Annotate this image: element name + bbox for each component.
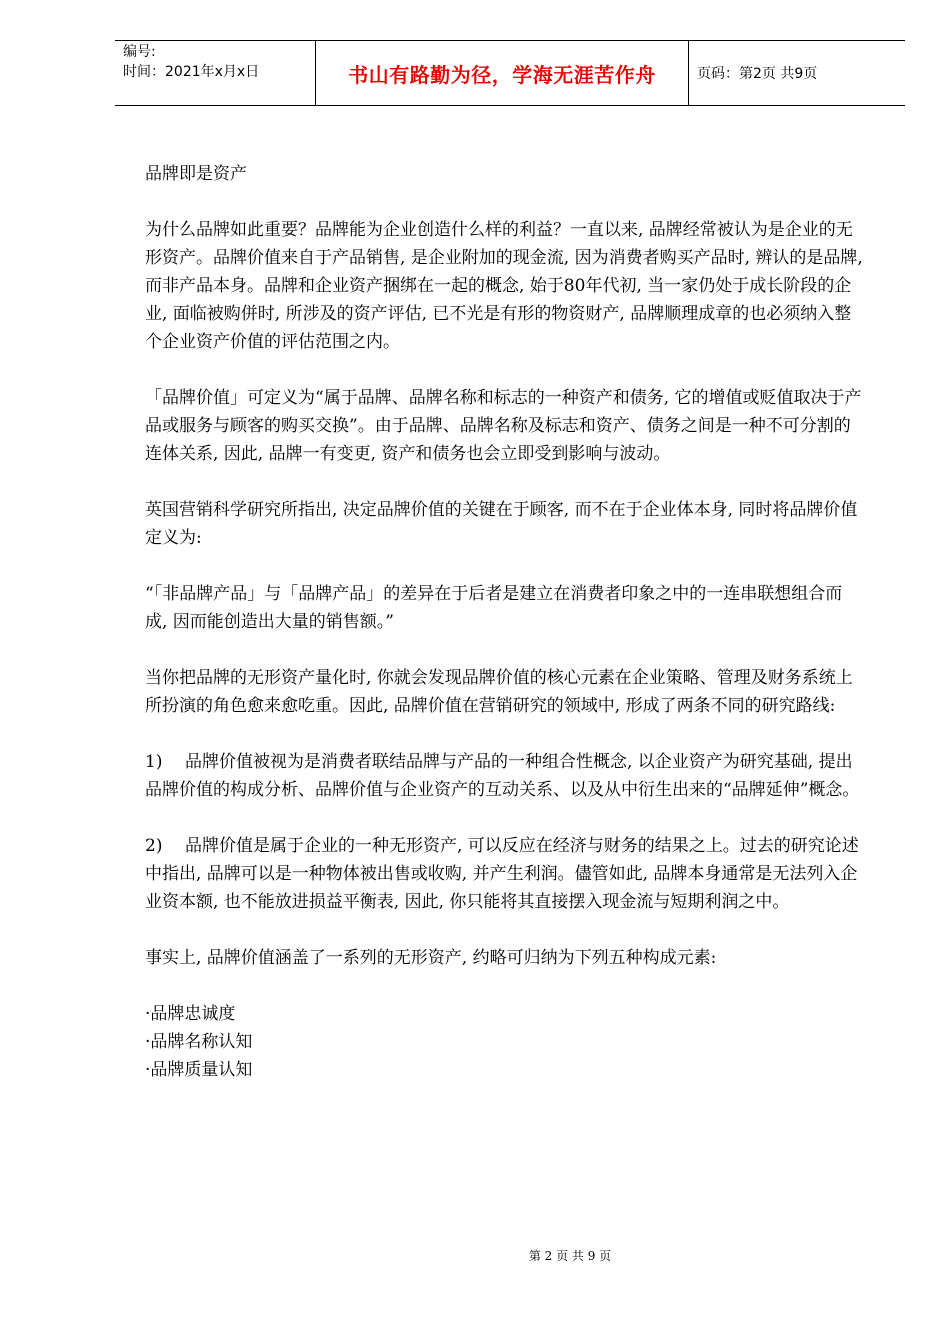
section-title: 品牌即是资产 xyxy=(145,164,247,184)
document-time-label: 时间：2021年x月x日 xyxy=(123,64,260,80)
bullet-item: ·品牌质量认知 xyxy=(145,1060,253,1080)
bullet-item: ·品牌忠诚度 xyxy=(145,1004,236,1024)
paragraph: 为什么品牌如此重要？品牌能为企业创造什么样的利益？一直以来, 品牌经常被认为是企业的无形资产。品牌价值来自于产品销售, 是企业附加的现金流, 因为消费者购买产品时, 辨认的是品牌, 而非产品本身。品牌和企业资产捆绑在一起的概念, 始于80年代初, 当一家仍处于成长阶段的企业, 面临被购併时, 所涉及的资产评估, 已不光是有形的物资财产, 品牌顺理成章的也必须纳入整个企业资产价值的评估范围之内。 xyxy=(145,220,863,352)
item-text: 品牌价值被视为是消费者联结品牌与产品的一种组合性概念, 以企业资产为研究基础, 提出品牌价值的构成分析、品牌价值与企业资产的互动关系、以及从中衍生出来的“品牌延伸”概念。 xyxy=(145,752,860,800)
header-page-label: 页码：第2页 共9页 xyxy=(697,66,818,82)
paragraph: 英国营销科学研究所指出, 决定品牌价值的关键在于顾客, 而不在于企业体本身, 同时将品牌价值定义为: xyxy=(145,500,858,548)
paragraph: 「品牌价值」可定义为“属于品牌、品牌名称和标志的一种资产和债务, 它的增值或贬值取决于产品或服务与顾客的购买交换”。由于品牌、品牌名称及标志和资产、债务之间是一种不可分割的连体关系, 因此, 品牌一有变更, 资产和债务也会立即受到影响与波动。 xyxy=(145,388,862,464)
numbered-item xyxy=(145,748,863,804)
document-number-label: 编号: xyxy=(123,44,156,60)
item-number: 2) xyxy=(145,836,163,856)
bullet-item: ·品牌名称认知 xyxy=(145,1032,253,1052)
numbered-item xyxy=(145,832,863,916)
page-header xyxy=(115,40,905,106)
bullet-list xyxy=(145,1000,863,1084)
page-footer: 第 2 页 共 9 页 xyxy=(528,1249,612,1263)
paragraph: 当你把品牌的无形资产量化时, 你就会发现品牌价值的核心元素在企业策略、管理及财务系统上所扮演的角色愈来愈吃重。因此, 品牌价值在营销研究的领域中, 形成了两条不同的研究路线: xyxy=(145,668,853,716)
summary-paragraph: 事实上, 品牌价值涵盖了一系列的无形资产, 约略可归纳为下列五种构成元素: xyxy=(145,948,717,968)
header-meta xyxy=(115,41,316,105)
document-body xyxy=(145,160,863,1084)
header-motto: 书山有路勤为径，学海无涯苦作舟 xyxy=(316,41,689,105)
item-text: 品牌价值是属于企业的一种无形资产, 可以反应在经济与财务的结果之上。过去的研究论述中指出, 品牌可以是一种物体被出售或收购, 并产生利润。儘管如此, 品牌本身通常是无法列入企业资本额, 也不能放进损益平衡表, 因此, 你只能将其直接摆入现金流与短期利润之中。 xyxy=(145,836,859,912)
quote-paragraph: “「非品牌产品」与「品牌产品」的差异在于后者是建立在消费者印象之中的一连串联想组合而成, 因而能创造出大量的销售额。” xyxy=(145,584,843,632)
item-number: 1) xyxy=(145,752,163,772)
